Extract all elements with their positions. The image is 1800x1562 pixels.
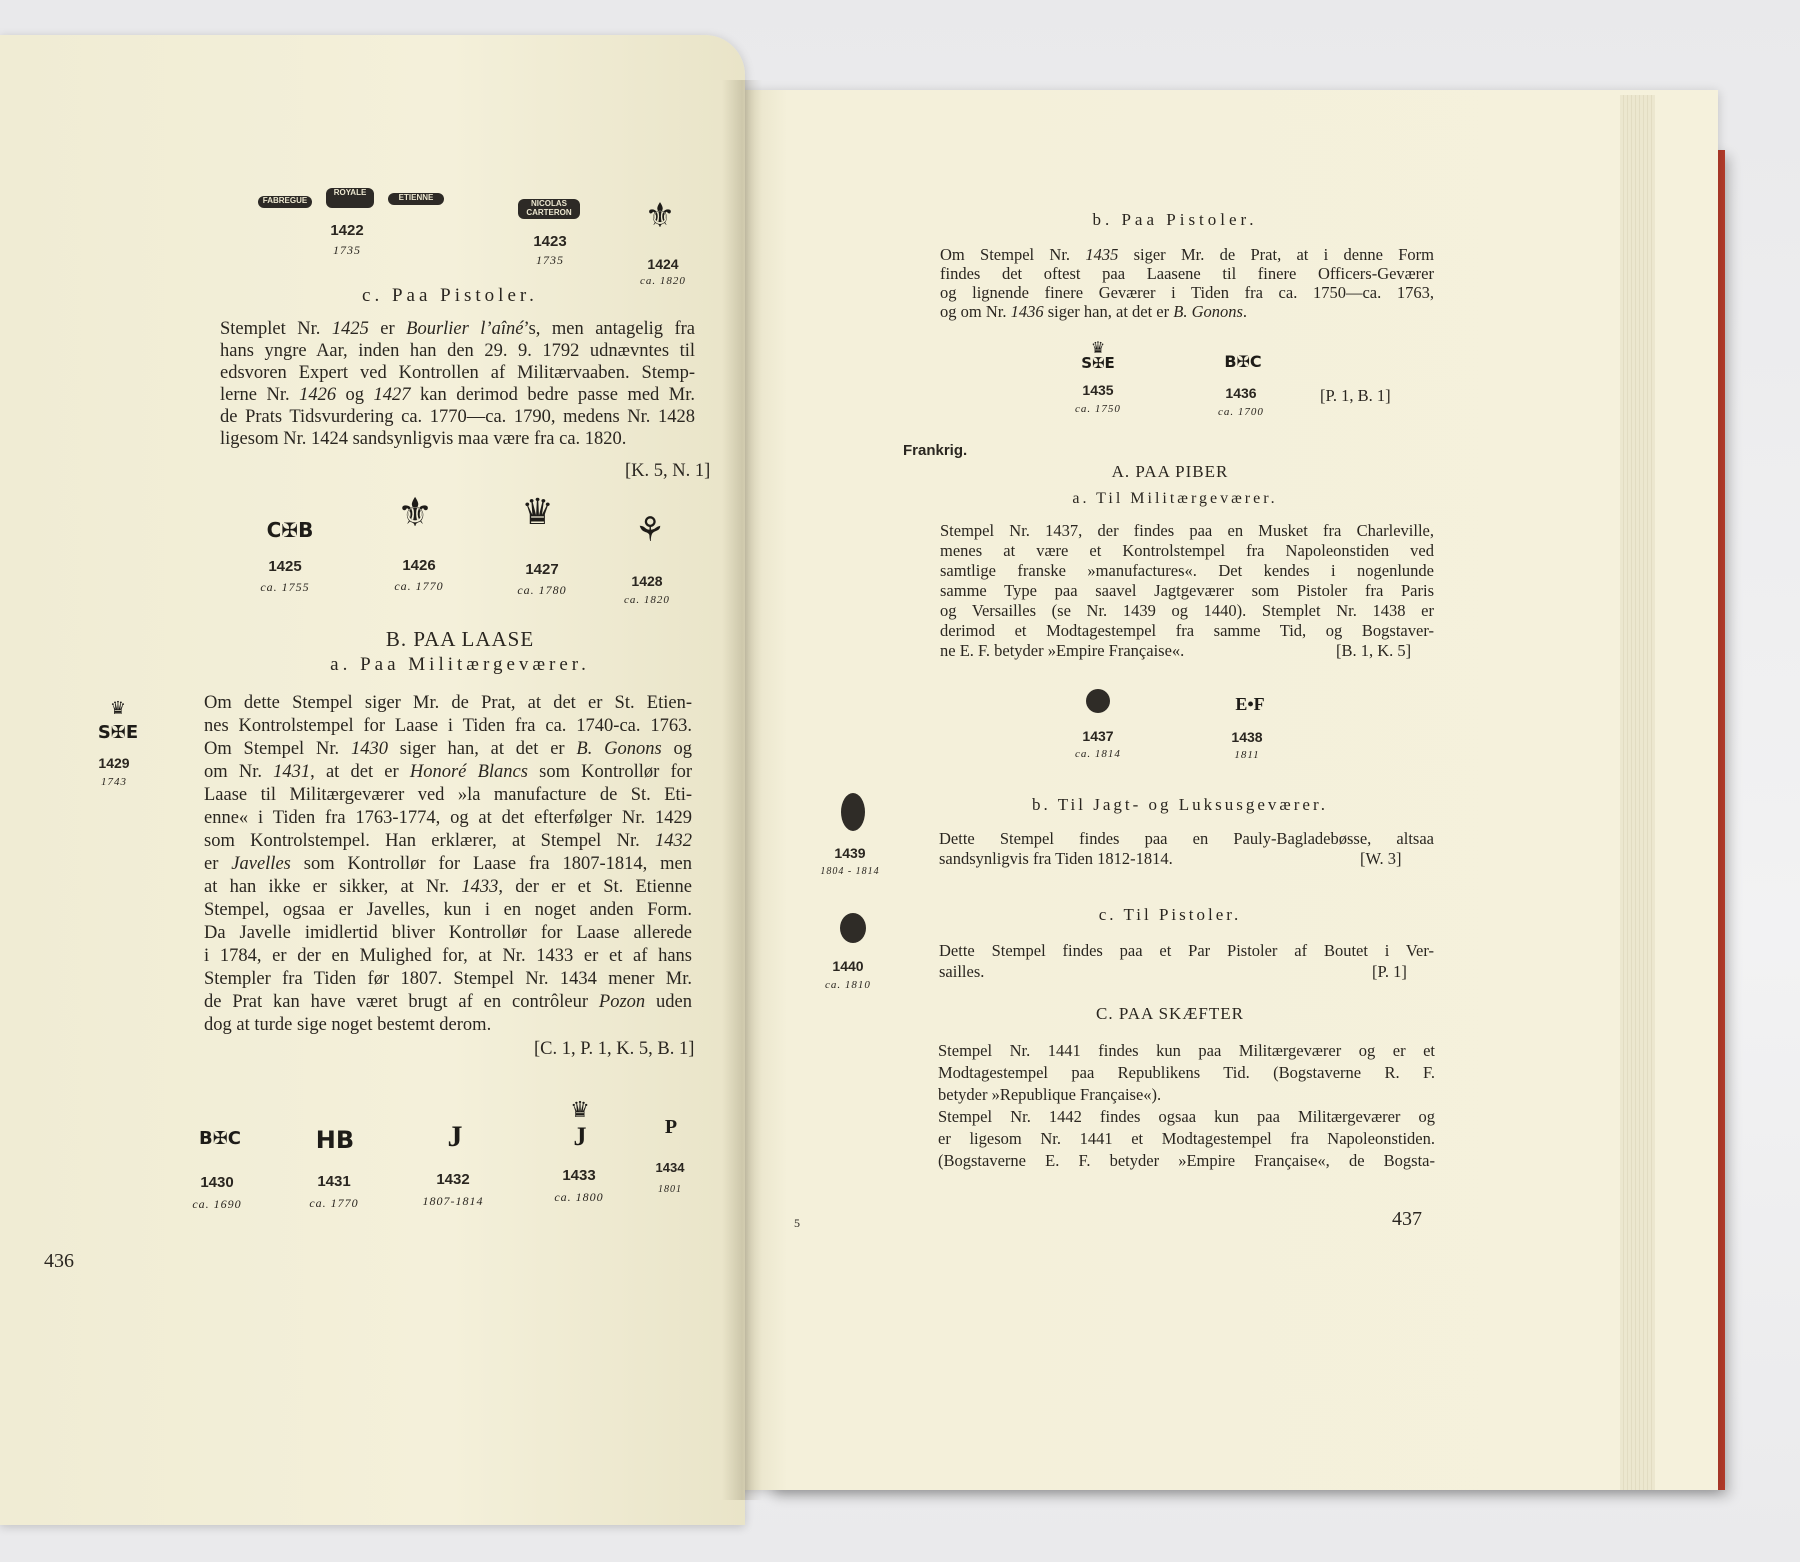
para-line: om Nr. 1431, at det er Honoré Blancs som Kontrollør for [204,762,693,782]
reference-r4: [P. 1] [1372,962,1407,981]
oval-stamp-icon-1439 [841,793,865,831]
mark-date-1428: ca. 1820 [624,594,670,606]
mark-date-1432: 1807-1814 [422,1194,484,1208]
mark-glyph-1436: B✠C [1224,352,1262,371]
mark-number-1423: 1423 [533,233,567,250]
mark-glyph-1434: P [664,1116,678,1138]
heading-A-paa-piber: A. PAA PIBER [1111,462,1229,481]
mark-glyph-1429: S✠E [97,722,139,743]
para-line: Stempel, ogsaa er Javelles, kun i en noget anden Form. [204,900,692,920]
para-line: Stemplet Nr. 1425 er Bourlier l’aîné’s, men antagelig fra [220,319,695,339]
heading-c-til-pistoler: c. Til Pistoler. [1098,905,1242,924]
para-line: enne« i Tiden fra 1763-1774, og at det efterfølger Nr. 1429 [204,808,692,828]
mark-number-1435: 1435 [1082,382,1114,398]
signature-mark: 5 [794,1216,800,1230]
para-line: er ligesom Nr. 1441 et Modtagestempel fra Napoleonstiden. [938,1129,1435,1148]
mark-number-1430: 1430 [200,1174,234,1191]
para-line: Modtagestempel paa Republikens Tid. (Bogstaverne R. F. [938,1063,1435,1082]
heading-b-paa-pistoler: b. Paa Pistoler. [1092,210,1258,229]
para-line: og om Nr. 1436 siger han, at det er B. Gonons. [940,302,1248,321]
mark-number-1440: 1440 [832,958,864,974]
para-line: (Bogstaverne E. F. betyder »Empire Française«, de Bogsta- [938,1151,1435,1170]
mark-date-1423: 1735 [536,253,564,267]
para-line: sandsynligvis fra Tiden 1812-1814. [939,849,1173,868]
para-line: i 1784, er der en Mulighed for, at Nr. 1433 er et af hans [204,946,692,966]
mark-date-1437: ca. 1814 [1075,748,1121,760]
mark-glyph-1428: ⚘ [634,510,666,550]
mark-glyph-1426: ⚜ [397,490,433,536]
stamp-1422-a: FABREGUE [258,196,312,208]
heading-b-til-jagt: b. Til Jagt- og Luksusgeværer. [1032,795,1328,814]
mark-number-1433: 1433 [562,1167,596,1184]
heading-a-til-militaergevaerer: a. Til Militærgeværer. [1072,490,1278,507]
para-line: ne E. F. betyder »Empire Française«. [940,641,1185,660]
round-stamp-icon-1440 [840,913,866,943]
reference-r2: [B. 1, K. 5] [1336,641,1412,660]
para-line: Stempel Nr. 1437, der findes paa en Musket fra Charleville, [940,521,1434,540]
mark-date-1431: ca. 1770 [309,1196,359,1210]
para-line: nes Kontrolstempel for Laase i Tiden fra ca. 1740-ca. 1763. [204,716,692,736]
mark-date-1435: ca. 1750 [1075,403,1121,415]
mark-date-1434: 1801 [658,1184,682,1195]
mark-date-1438: 1811 [1234,749,1260,761]
mark-glyph-1432: J [447,1120,463,1153]
mark-date-1430: ca. 1690 [192,1197,242,1211]
para-line: er Javelles som Kontrollør for Laase fra 1807-1814, men [204,854,692,874]
para-line: Stempler fra Tiden før 1807. Stempel Nr. 1434 mener Mr. [204,969,692,989]
para-line: og Versailles (se Nr. 1439 og 1440). Stemplet Nr. 1438 er [940,601,1434,620]
para-line: edsvoren Expert ved Kontrollen af Militærvaaben. Stemp- [220,363,695,383]
heading-C-paa-skaefter: C. PAA SKÆFTER [1095,1004,1244,1023]
mark-date-1429: 1743 [101,776,127,788]
reference-r3: [W. 3] [1360,849,1402,868]
mark-date-1440: ca. 1810 [825,979,871,991]
mark-number-1422: 1422 [330,222,364,239]
para-line: Laase til Militærgeværer ved »la manufacture de St. Eti- [204,785,692,805]
para-line: Dette Stempel findes paa en Pauly-Bagladebøsse, altsaa [939,829,1434,848]
left-page-content [0,0,740,1562]
stamp-1422-b: ROYALE [326,188,374,208]
para-line: betyder »Republique Française«). [938,1085,1162,1104]
para-line: hans yngre Aar, inden han den 29. 9. 1792 udnævntes til [220,341,695,361]
mark-number-1426: 1426 [402,557,436,574]
mark-number-1429: 1429 [98,755,130,771]
mark-glyph-1427: ♛ [521,492,554,533]
para-line: Stempel Nr. 1442 findes ogsaa kun paa Militærgeværer og [938,1107,1435,1126]
mark-date-1424: ca. 1820 [640,275,686,287]
mark-number-1434: 1434 [655,1160,685,1175]
mark-date-1436: ca. 1700 [1218,406,1264,418]
para-line: lerne Nr. 1426 og 1427 kan derimod bedre passe med Mr. [220,385,695,405]
para-line: samme Type paa saavel Jagtgeværer som Pistoler fra Paris [940,581,1434,600]
para-line: Dette Stempel findes paa et Par Pistoler af Boutet i Ver- [939,941,1434,960]
para-line: dog at turde sige noget bestemt derom. [204,1015,492,1035]
stamp-1423: NICOLAS CARTERON [518,199,580,219]
stamp-1422-c: ETIENNE [388,193,444,205]
para-line: som Kontrolstempel. Han erklærer, at Stempel Nr. 1432 [204,831,692,851]
para-line: samtlige franske »manufactures«. Det kendes i nogenlunde [940,561,1434,580]
mark-date-1439: 1804 - 1814 [820,866,880,877]
mark-number-1428: 1428 [631,573,663,589]
para-line: de Prats Tidsvurdering ca. 1770—ca. 1790, medens Nr. 1428 [220,407,695,427]
lily-crown-mark-1424: ⚜ [644,196,676,236]
mark-glyph-1435: S✠E [1081,354,1115,372]
page-number-right: 437 [1392,1208,1422,1230]
crown-icon: ♛ [570,1098,590,1123]
crown-icon: ♛ [1090,338,1106,357]
mark-number-1437: 1437 [1082,728,1114,744]
mark-date-1422: 1735 [333,243,361,257]
para-line: Om Stempel Nr. 1430 siger han, at det er B. Gonons og [204,739,693,759]
para-line: menes at være et Kontrolstempel fra Napoleonstiden ved [940,541,1434,560]
mark-number-1427: 1427 [525,561,559,578]
mark-glyph-1438: E•F [1235,694,1265,714]
para-line: sailles. [939,962,985,981]
para-line: og lignende finere Geværer i Tiden fra ca. 1750—ca. 1763, [940,283,1434,302]
reference-r1: [P. 1, B. 1] [1320,386,1391,405]
mark-number-1432: 1432 [436,1171,470,1188]
mark-glyph-1425: C✠B [266,518,314,542]
mark-date-1425: ca. 1755 [260,580,310,594]
mark-number-1431: 1431 [317,1173,351,1190]
crown-icon: ♛ [109,698,127,719]
mark-date-1426: ca. 1770 [394,579,444,593]
reference-2: [C. 1, P. 1, K. 5, B. 1] [534,1039,695,1059]
page-number-left: 436 [44,1250,74,1272]
mark-number-1438: 1438 [1231,729,1263,745]
para-line: derimod et Modtagestempel fra samme Tid, og Bogstaver- [940,621,1434,640]
para-line: Om dette Stempel siger Mr. de Prat, at det er St. Etien- [204,693,692,713]
right-page-content [740,0,1700,1562]
mark-number-1436: 1436 [1225,385,1257,401]
heading-B-paa-laase: B. PAA LAASE [385,627,535,651]
para-line: Stempel Nr. 1441 findes kun paa Militærgeværer og er et [938,1041,1435,1060]
para-line: at han ikke er sikker, at Nr. 1433, der er et St. Etienne [204,877,693,897]
mark-number-1439: 1439 [834,845,866,861]
country-heading: Frankrig. [903,442,968,459]
heading-a-paa-militaergevaerer: a. Paa Militærgeværer. [330,654,590,675]
para-line: de Prat kan have været brugt af en contrôleur Pozon uden [204,992,693,1012]
reference-1: [K. 5, N. 1] [625,461,711,481]
heading-c-paa-pistoler: c. Paa Pistoler. [362,285,538,306]
para-line: Om Stempel Nr. 1435 siger Mr. de Prat, at i denne Form [940,245,1434,264]
mark-date-1433: ca. 1800 [554,1190,604,1204]
eagle-medallion-icon [1086,689,1110,713]
para-line: Da Javelle imidlertid bliver Kontrollør for Laase allerede [204,923,692,943]
mark-number-1425: 1425 [268,558,302,575]
mark-glyph-1433: J [573,1122,587,1151]
mark-glyph-1431: HB [315,1126,355,1154]
para-line: ligesom Nr. 1424 sandsynligvis maa være fra ca. 1820. [220,429,627,449]
mark-date-1427: ca. 1780 [517,583,567,597]
mark-number-1424: 1424 [647,256,679,272]
mark-glyph-1430: B✠C [198,1128,241,1149]
para-line: findes det oftest paa Laasene til finere Officers-Geværer [940,264,1434,283]
